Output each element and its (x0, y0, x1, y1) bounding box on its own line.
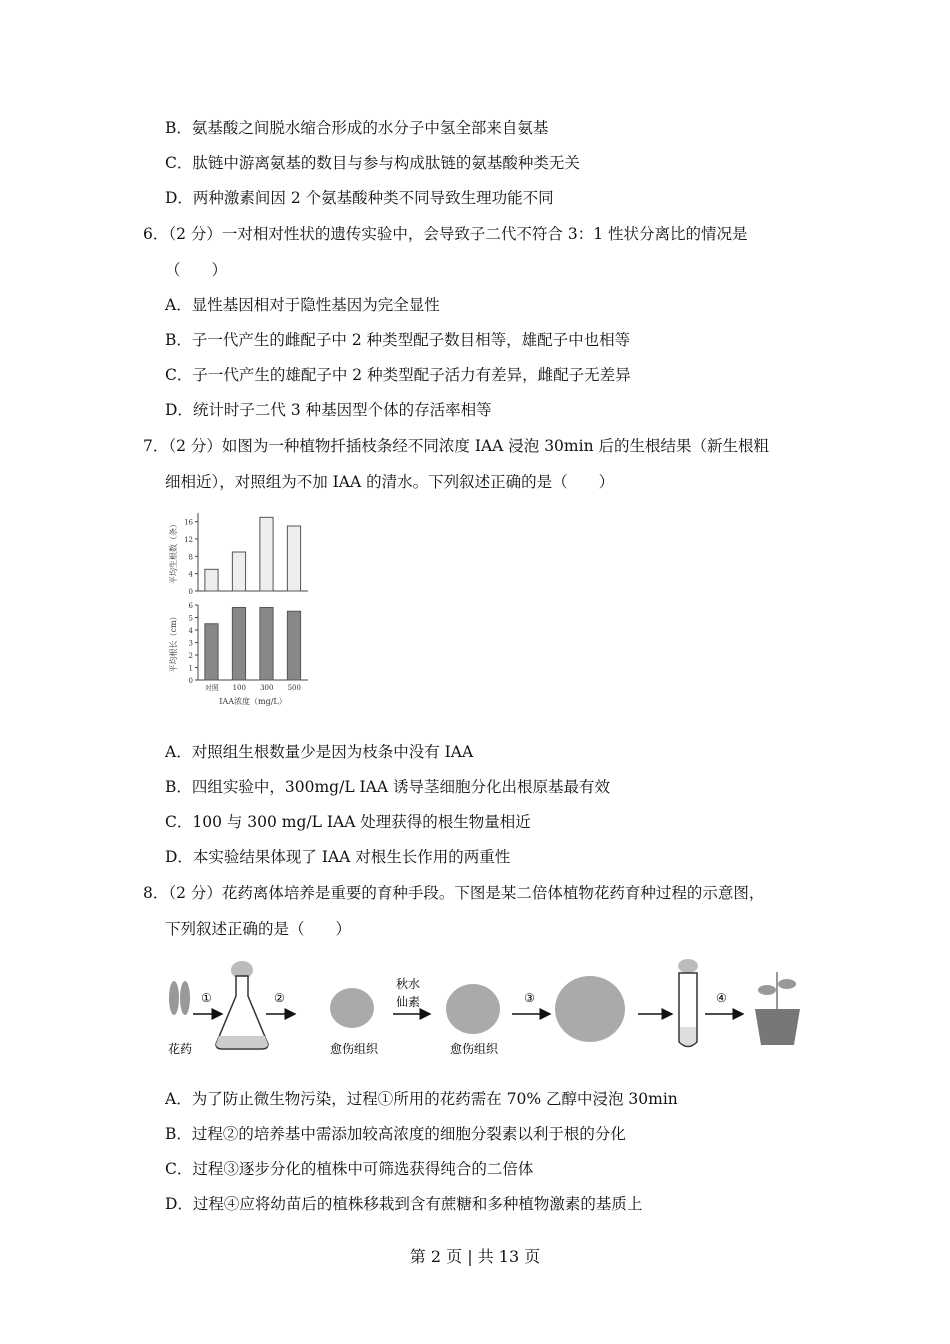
q5-option-b: B．氨基酸之间脱水缩合形成的水分子中氢全部来自氨基 (165, 119, 549, 137)
q8-stem-cont: 下列叙述正确的是（ ） (165, 920, 352, 938)
anther-icon (169, 981, 190, 1015)
q6-option-a: A．显性基因相对于隐性基因为完全显性 (165, 296, 440, 314)
y-tick-label: 1 (188, 664, 193, 673)
step-1: ① (201, 991, 212, 1005)
q5-option-d: D．两种激素间因 2 个氨基酸种类不同导致生理功能不同 (165, 189, 554, 207)
page-footer: 第 2 页 | 共 13 页 (409, 1247, 541, 1266)
label-anther: 花药 (168, 1042, 193, 1056)
bar-对照 (205, 624, 218, 680)
y-axis-label: 平均生根数（条） (169, 520, 178, 584)
potted-plant-icon (755, 972, 800, 1045)
bar-300 (260, 608, 273, 681)
q6-option-c: C．子一代产生的雄配子中 2 种类型配子活力有差异，雌配子无差异 (165, 366, 631, 384)
bar-100 (232, 552, 245, 591)
q8-option-c: C．过程③逐步分化的植株中可筛选获得纯合的二倍体 (165, 1160, 534, 1178)
x-tick-label: 300 (260, 684, 274, 692)
q8-option-b: B．过程②的培养基中需添加较高浓度的细胞分裂素以利于根的分化 (165, 1125, 626, 1143)
label-callus-2: 愈伤组织 (450, 1042, 499, 1056)
colchicine-label-1: 秋水 (396, 977, 421, 991)
bar-对照 (205, 569, 218, 591)
y-tick-label: 2 (188, 652, 193, 660)
y-tick-label: 0 (188, 677, 193, 685)
q6-paren: （ ） (165, 261, 228, 279)
test-tube-icon (678, 959, 698, 1047)
y-tick-label: 12 (184, 536, 193, 544)
q6-option-d: D．统计时子二代 3 种基因型个体的存活率相等 (165, 401, 492, 419)
anther-culture-diagram (160, 952, 820, 1060)
y-tick-label: 4 (188, 627, 193, 635)
q8-option-d: D．过程④应将幼苗后的植株移栽到含有蔗糖和多种植物激素的基质上 (165, 1195, 643, 1213)
q6-option-b: B．子一代产生的雌配子中 2 种类型配子数目相等，雄配子中也相等 (165, 331, 631, 349)
y-tick-label: 6 (188, 602, 193, 610)
iaa-bar-chart (168, 505, 328, 710)
bar-500 (287, 526, 300, 591)
differentiating-callus-icon (555, 976, 625, 1042)
colchicine-label-2: 仙素 (396, 995, 421, 1009)
bar-300 (260, 517, 273, 591)
q5-option-c: C．肽链中游离氨基的数目与参与构成肽链的氨基酸种类无关 (165, 154, 580, 172)
q8-option-a: A．为了防止微生物污染，过程①所用的花药需在 70% 乙醇中浸泡 30min (165, 1090, 678, 1108)
q7-stem-cont: 细相近），对照组为不加 IAA 的清水。下列叙述正确的是（ ） (165, 473, 615, 491)
callus-icon (446, 984, 500, 1034)
y-tick-label: 5 (188, 614, 193, 623)
y-tick-label: 8 (188, 553, 193, 562)
label-callus-1: 愈伤组织 (330, 1042, 379, 1056)
x-axis-label: IAA浓度（mg/L） (219, 697, 287, 706)
q7-option-c: C．100 与 300 mg/L IAA 处理获得的根生物量相近 (165, 813, 531, 831)
y-tick-label: 3 (188, 639, 193, 648)
step-2: ② (274, 991, 285, 1005)
bar-100 (232, 608, 245, 681)
x-tick-label: 500 (287, 684, 301, 692)
step-3: ③ (524, 991, 535, 1005)
flask-icon (216, 961, 268, 1049)
x-tick-label: 对照 (204, 684, 219, 692)
q7-stem: 7．（2 分）如图为一种植物扦插枝条经不同浓度 IAA 浸泡 30min 后的生根结果（新生根粗 (143, 437, 769, 455)
step-4: ④ (716, 991, 727, 1005)
y-tick-label: 4 (188, 570, 193, 579)
x-tick-label: 100 (232, 684, 246, 692)
q7-option-d: D．本实验结果体现了 IAA 对根生长作用的两重性 (165, 848, 511, 866)
y-axis-label: 平均根长（cm） (169, 612, 178, 673)
q7-option-b: B．四组实验中，300mg/L IAA 诱导茎细胞分化出根原基最有效 (165, 778, 610, 796)
y-tick-label: 16 (184, 518, 193, 527)
q6-stem: 6．（2 分）一对相对性状的遗传实验中，会导致子二代不符合 3：1 性状分离比的情况是 (143, 225, 748, 243)
y-tick-label: 0 (188, 588, 193, 596)
bar-500 (287, 611, 300, 680)
q7-option-a: A．对照组生根数量少是因为枝条中没有 IAA (165, 743, 474, 761)
q8-stem: 8．（2 分）花药离体培养是重要的育种手段。下图是某二倍体植物花药育种过程的示意图， (143, 884, 765, 902)
callus-icon (330, 988, 374, 1028)
